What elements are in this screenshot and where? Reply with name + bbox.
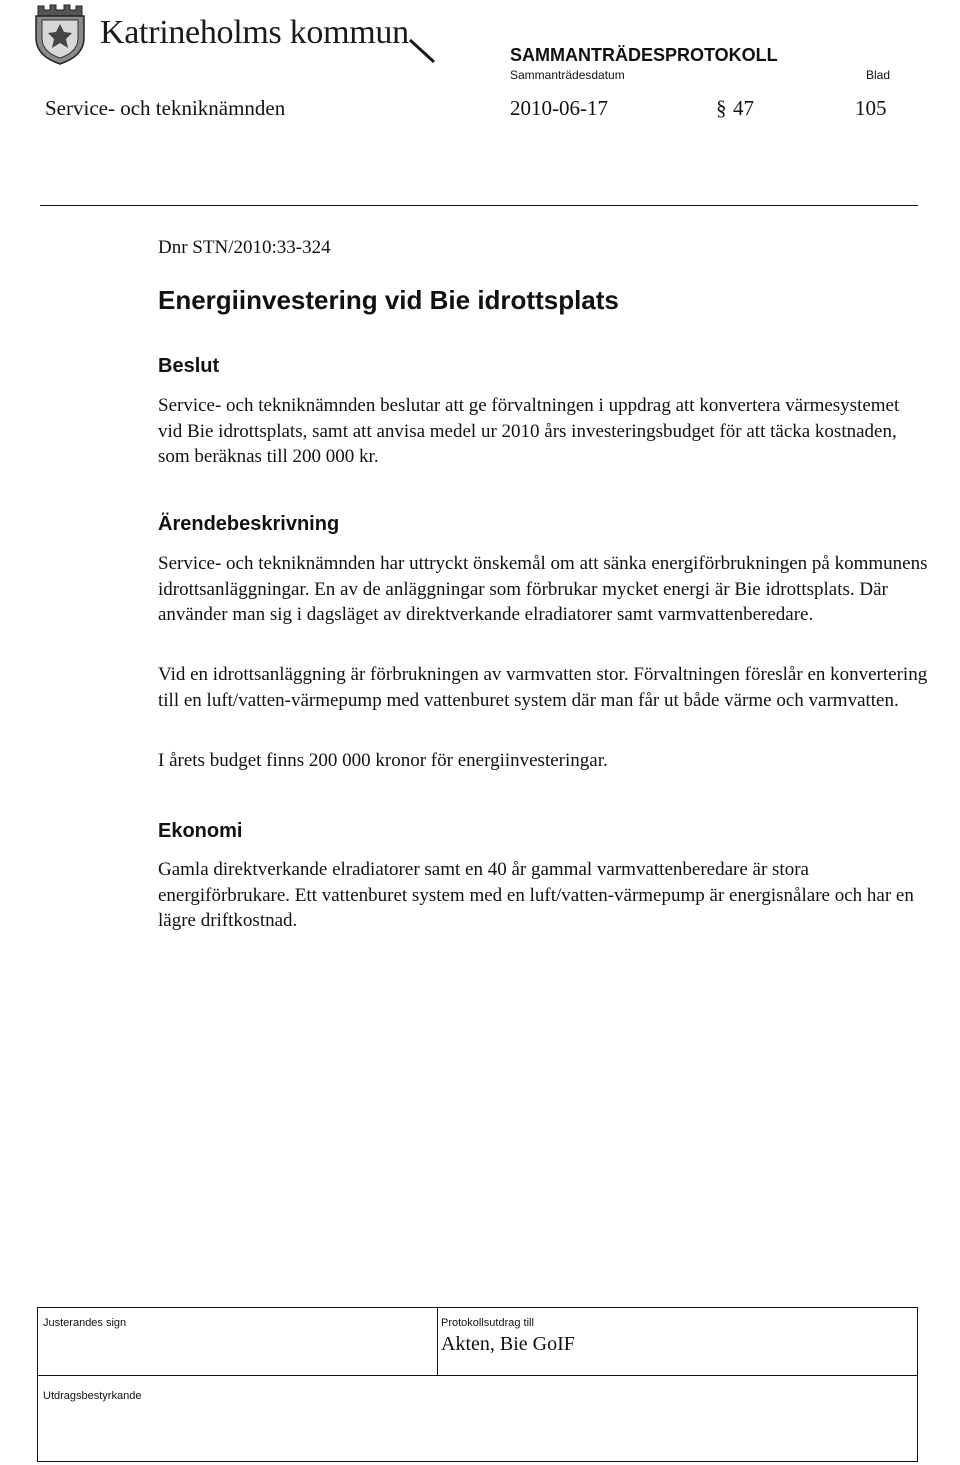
municipal-coat-of-arms-icon <box>30 2 90 66</box>
decision-text: Service- och tekniknämnden beslutar att ge förvaltningen i uppdrag att konvertera värmesystemet vid Bie idrottsplats, samt att anvisa medel ur 2010 års investeringsbudget för att täcka kostnaden, som beräknas till 200 000 kr. <box>158 395 900 467</box>
document-type: SAMMANTRÄDESPROTOKOLL <box>510 45 778 65</box>
extract-certification-label: Utdragsbestyrkande <box>43 1390 142 1402</box>
protocol-recipients: Akten, Bie GoIF <box>441 1333 575 1355</box>
paragraph-number: 47 <box>733 96 754 120</box>
economy-text: Gamla direktverkande elradiatorer samt en 40 år gammal varmvattenberedare är stora energiförbrukare. Ett vattenburet system med en luft/vatten-värmepump är energisnålare och har en lägre driftkostnad. <box>158 859 914 931</box>
brand-underline-slash <box>408 38 440 66</box>
footer-column-divider <box>437 1307 438 1376</box>
economy-heading: Ekonomi <box>158 820 243 842</box>
meeting-date-label: Sammanträdesdatum <box>510 68 625 82</box>
page-number: 105 <box>855 96 887 120</box>
description-heading: Ärendebeskrivning <box>158 513 340 535</box>
description-paragraph: Vid en idrottsanläggning är förbrukningen av varmvatten stor. Förvaltningen föreslår en konvertering till en luft/vatten-värmepump med vattenburet system där man får ut både värme och varmvatten. <box>158 664 928 711</box>
header-divider <box>40 205 918 206</box>
section-sign: § <box>716 96 727 120</box>
page-label: Blad <box>866 68 891 82</box>
decision-heading: Beslut <box>158 355 220 377</box>
description-paragraph: I årets budget finns 200 000 kronor för energiinvesteringar. <box>158 750 608 771</box>
description-paragraph: Service- och tekniknämnden har uttryckt önskemål om att sänka energiförbrukningen på kommunens idrottsanläggningar. En av de anläggningar som förbrukar mycket energi är Bie idrottsplats. Där använder man sig i dagsläget av direktverkande elradiatorer samt varmvattenberedare. <box>158 553 928 625</box>
justification-sign-label: Justerandes sign <box>43 1317 127 1329</box>
meeting-date: 2010-06-17 <box>510 96 608 120</box>
footer-signature-box <box>37 1307 918 1462</box>
page-title: Energiinvestering vid Bie idrottsplats <box>158 285 619 315</box>
committee-name: Service- och tekniknämnden <box>45 96 286 120</box>
municipality-name: Katrineholms kommun <box>100 14 409 51</box>
footer-divider <box>37 1375 918 1376</box>
protocol-extract-label: Protokollsutdrag till <box>441 1317 534 1329</box>
case-reference: Dnr STN/2010:33-324 <box>158 237 331 258</box>
